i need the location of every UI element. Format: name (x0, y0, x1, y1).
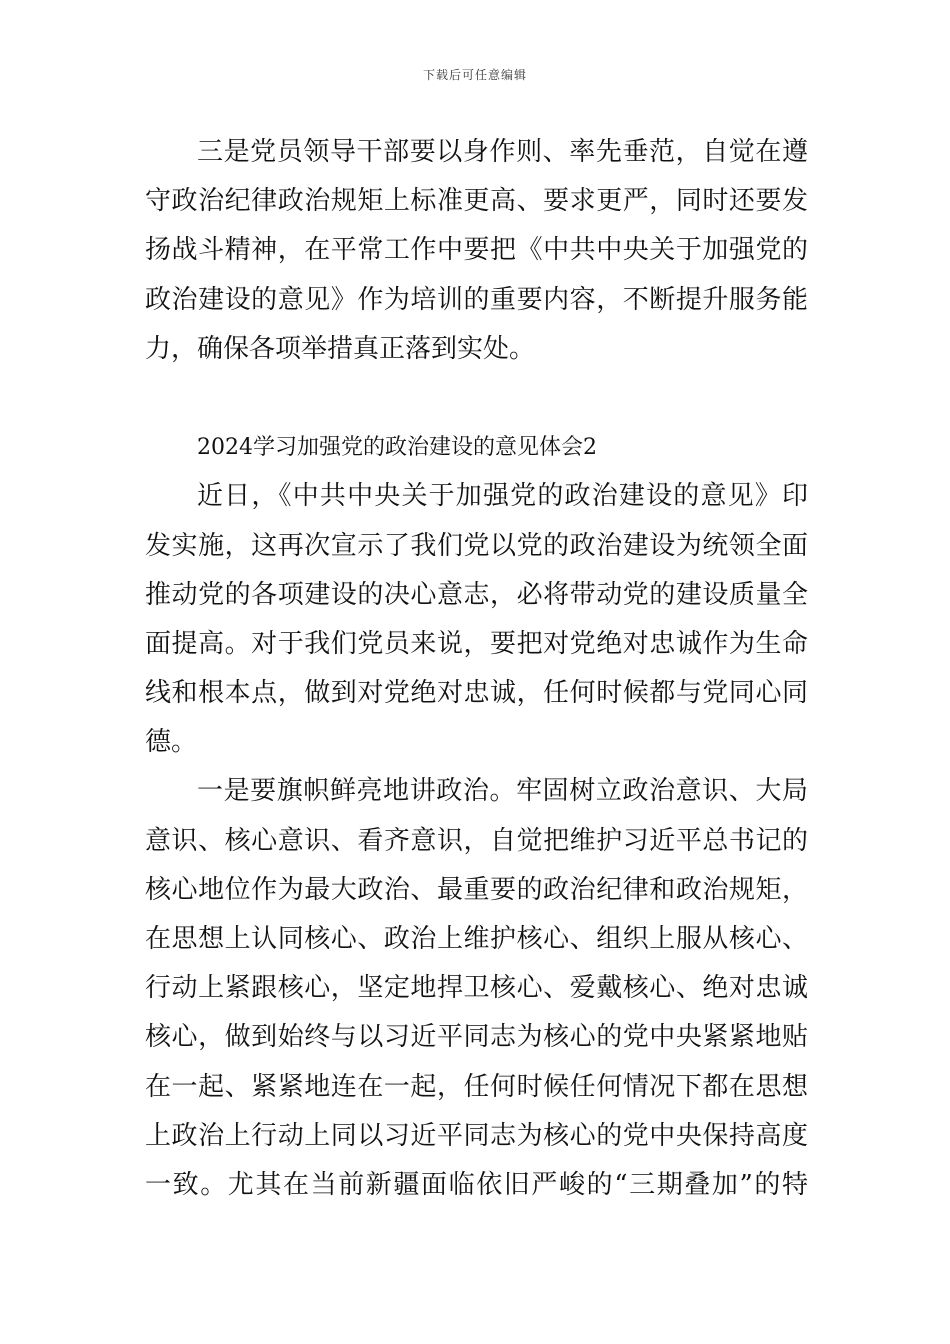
paragraph-line: 政治建设的意见》作为培训的重要内容，不断提升服务能 (145, 284, 808, 315)
paragraph-line: 行动上紧跟核心，坚定地捍卫核心、爱戴核心、绝对忠诚 (145, 973, 808, 1004)
paragraph-line: 在一起、紧紧地连在一起，任何时候任何情况下都在思想 (145, 1071, 808, 1102)
paragraph-line: 上政治上行动上同以习近平同志为核心的党中央保持高度 (145, 1120, 808, 1151)
header-note: 下载后可任意编辑 (422, 68, 527, 82)
paragraph-line: 在思想上认同核心、政治上维护核心、组织上服从核心、 (145, 924, 808, 954)
paragraph-line: 核心地位作为最大政治、最重要的政治纪律和政治规矩， (145, 874, 808, 905)
paragraph-line: 推动党的各项建设的决心意志，必将带动党的建设质量全 (145, 579, 808, 610)
paragraph-3 (145, 767, 808, 1210)
paragraph-line: 核心，做到始终与以习近平同志为核心的党中央紧紧地贴 (145, 1022, 808, 1053)
paragraph-line: 意识、核心意识、看齐意识，自觉把维护习近平总书记的 (145, 825, 808, 856)
document-body (145, 128, 808, 1210)
paragraph-2 (145, 472, 808, 767)
paragraph-line: 扬战斗精神，在平常工作中要把《中共中央关于加强党的 (145, 235, 808, 266)
paragraph-line: 守政治纪律政治规矩上标准更高、要求更严，同时还要发 (145, 186, 808, 217)
paragraph-line: 面提高。对于我们党员来说，要把对党绝对忠诚作为生命 (145, 628, 808, 659)
paragraph-1 (145, 128, 808, 374)
paragraph-line: 三是党员领导干部要以身作则、率先垂范，自觉在遵 (197, 137, 808, 167)
paragraph-line: 力，确保各项举措真正落到实处。 (145, 333, 536, 364)
paragraph-line: 线和根本点，做到对党绝对忠诚，任何时候都与党同心同 (145, 678, 808, 709)
paragraph-line: 一致。尤其在当前新疆面临依旧严峻的“三期叠加”的特 (145, 1169, 808, 1200)
section-title: 2024学习加强党的政治建设的意见体会2 (197, 435, 597, 461)
paragraph-line: 一是要旗帜鲜亮地讲政治。牢固树立政治意识、大局 (197, 776, 808, 807)
paragraph-line: 德。 (145, 727, 198, 758)
spacer (145, 374, 808, 423)
paragraph-line: 发实施，这再次宣示了我们党以党的政治建设为统领全面 (145, 530, 808, 561)
paragraph-line: 近日，《中共中央关于加强党的政治建设的意见》印 (197, 481, 808, 512)
